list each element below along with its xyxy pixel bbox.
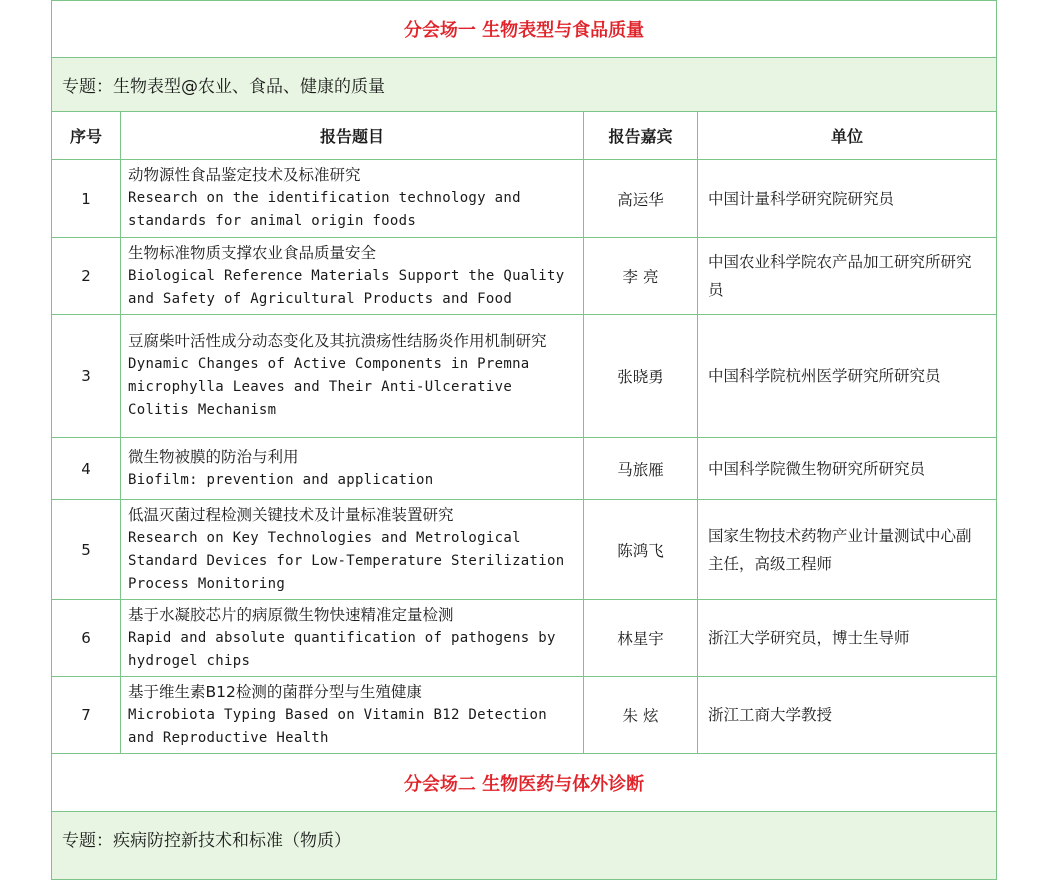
row-title xyxy=(121,238,584,315)
title-cn: 生物标准物质支撑农业食品质量安全 xyxy=(128,243,377,262)
table-row xyxy=(52,160,997,238)
row-unit: 浙江大学研究员，博士生导师 xyxy=(698,600,997,677)
topic-row xyxy=(52,812,997,880)
title-en: Research on Key Technologies and Metrological Standard Devices for Low-Temperature Sterilization Process Monitoring xyxy=(128,529,565,592)
row-num: 4 xyxy=(52,438,121,500)
title-en: Biological Reference Materials Support the Quality and Safety of Agricultural Products and Food xyxy=(128,267,565,307)
table-row xyxy=(52,500,997,600)
row-speaker: 高运华 xyxy=(584,160,698,238)
row-title xyxy=(121,600,584,677)
table-row xyxy=(52,238,997,315)
table-header-row xyxy=(52,112,997,160)
row-num: 6 xyxy=(52,600,121,677)
title-en: Biofilm: prevention and application xyxy=(128,471,434,488)
row-speaker: 林星宇 xyxy=(584,600,698,677)
row-title xyxy=(121,160,584,238)
topic-label: 专题：疾病防控新技术和标准（物质） xyxy=(52,812,997,880)
header-title: 报告题目 xyxy=(121,112,584,160)
title-cn: 豆腐柴叶活性成分动态变化及其抗溃疡性结肠炎作用机制研究 xyxy=(128,332,547,350)
table-row xyxy=(52,600,997,677)
session-title-row xyxy=(52,754,997,812)
title-cn: 基于维生素B12检测的菌群分型与生殖健康 xyxy=(128,682,422,701)
row-num: 1 xyxy=(52,160,121,238)
table-row xyxy=(52,315,997,438)
row-title xyxy=(121,315,584,438)
title-cn: 基于水凝胶芯片的病原微生物快速精准定量检测 xyxy=(128,605,454,624)
row-num: 5 xyxy=(52,500,121,600)
row-unit: 浙江工商大学教授 xyxy=(698,677,997,754)
row-speaker: 李 亮 xyxy=(584,238,698,315)
title-en: Dynamic Changes of Active Components in Premna microphylla Leaves and Their Anti-Ulcerative Colitis Mechanism xyxy=(128,356,530,418)
title-en: Microbiota Typing Based on Vitamin B12 Detection and Reproductive Health xyxy=(128,706,547,746)
row-title xyxy=(121,438,584,500)
row-num: 2 xyxy=(52,238,121,315)
row-speaker: 陈鸿飞 xyxy=(584,500,698,600)
row-unit: 中国科学院杭州医学研究所研究员 xyxy=(698,315,997,438)
row-speaker: 朱 炫 xyxy=(584,677,698,754)
row-num: 7 xyxy=(52,677,121,754)
agenda-table xyxy=(51,0,997,880)
session-title: 分会场二 生物医药与体外诊断 xyxy=(52,754,997,812)
title-en: Rapid and absolute quantification of pathogens by hydrogel chips xyxy=(128,629,556,669)
topic-row xyxy=(52,58,997,112)
title-cn: 低温灭菌过程检测关键技术及计量标准装置研究 xyxy=(128,505,454,524)
row-unit: 中国计量科学研究院研究员 xyxy=(698,160,997,238)
table-row xyxy=(52,677,997,754)
row-title xyxy=(121,677,584,754)
session-title-row xyxy=(52,1,997,58)
row-unit: 国家生物技术药物产业计量测试中心副主任，高级工程师 xyxy=(698,500,997,600)
table-row xyxy=(52,438,997,500)
row-num: 3 xyxy=(52,315,121,438)
header-unit: 单位 xyxy=(698,112,997,160)
title-cn: 微生物被膜的防治与利用 xyxy=(128,447,299,466)
header-num: 序号 xyxy=(52,112,121,160)
session-title: 分会场一 生物表型与食品质量 xyxy=(52,1,997,58)
header-speaker: 报告嘉宾 xyxy=(584,112,698,160)
title-cn: 动物源性食品鉴定技术及标准研究 xyxy=(128,166,361,184)
row-speaker: 马旅雁 xyxy=(584,438,698,500)
topic-label: 专题：生物表型@农业、食品、健康的质量 xyxy=(52,58,997,112)
row-unit: 中国科学院微生物研究所研究员 xyxy=(698,438,997,500)
row-speaker: 张晓勇 xyxy=(584,315,698,438)
title-en: Research on the identification technology and standards for animal origin foods xyxy=(128,190,521,229)
row-title xyxy=(121,500,584,600)
row-unit: 中国农业科学院农产品加工研究所研究员 xyxy=(698,238,997,315)
